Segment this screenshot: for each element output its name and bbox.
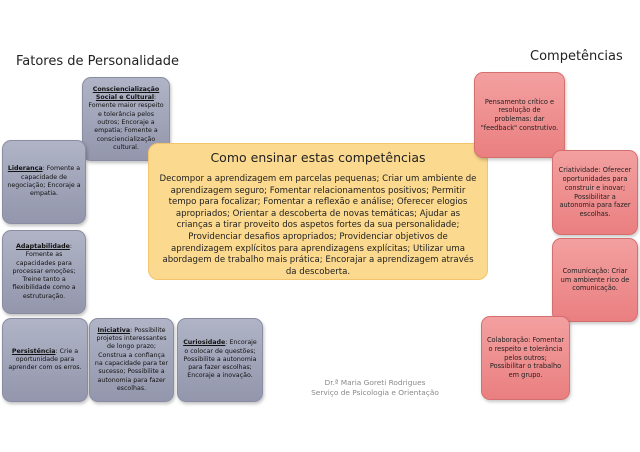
- credit-department: Serviço de Psicologia e Orientação: [311, 388, 439, 398]
- credit-author: Dr.ª Maria Goreti Rodrigues: [324, 378, 426, 387]
- box-colaboracao: [481, 316, 570, 400]
- box-iniciativa: [89, 318, 174, 402]
- center-title: Como ensinar estas competências: [210, 150, 426, 165]
- center-text: Decompor a aprendizagem em parcelas pequenas; Criar um ambiente de aprendizagem seguro; Fomentar relacionamentos positivos; Permitir tempo para focalizar; Fomentar a reflexão e análise; Oferecer elogios apropriados; Orientar a descoberta de novas temáticas; Ajudar as crianças a tirar proveito dos aspetos fortes da sua personalidade; Providenciar desafios apropriados; Providenciar objetivos de aprendizagem explícitos para aprendizagens explícitas; Utilizar uma abordagem de trabalho mais prática; Encorajar a aprendizagem através da descoberta.: [159, 174, 477, 277]
- box-comunicacao: [552, 238, 638, 322]
- lideranca-text: : Fomente a capacidade de negociação; Encoraje a empatia.: [7, 165, 81, 198]
- box-lideranca: [2, 140, 86, 224]
- center-box: [148, 143, 488, 280]
- criatividade-text: Criatividade: Oferecer oportunidades para construir e inovar; Possibilitar a autonomia para fazer escolhas.: [558, 166, 632, 218]
- heading-fatores-personalidade: Fatores de Personalidade: [16, 54, 179, 69]
- curiosidade-title: Curiosidade: [183, 339, 226, 347]
- colaboracao-text: Colaboração: Fomentar o respeito e tolerância pelos outros; Possibilitar o trabalho em grupo.: [486, 336, 565, 380]
- box-curiosidade: [177, 318, 263, 402]
- pensamento-text: Pensamento crítico e resolução de problemas: dar "feedback" construtivo.: [480, 97, 559, 132]
- persistencia-title: Persistência: [11, 347, 56, 355]
- consciencializacao-title: Consciencialização Social e Cultural: [92, 85, 160, 102]
- credit: [300, 378, 450, 399]
- box-persistencia: [2, 318, 88, 402]
- curiosidade-text: : Encoraje o colocar de questões; Possibilite a autonomia para fazer escolhas; Encoraje a inovação.: [183, 339, 257, 380]
- adaptabilidade-title: Adaptabilidade: [15, 242, 70, 250]
- comunicacao-text: Comunicação: Criar um ambiente rico de comunicação.: [560, 266, 630, 293]
- iniciativa-text: : Possibilite projetos interessantes de longo prazo; Construa a confiança na capacidade para ter sucesso; Possibilite a autonomia para fazer escolhas.: [94, 326, 169, 392]
- box-pensamento-critico: [474, 72, 565, 158]
- box-adaptabilidade: [2, 230, 86, 314]
- consciencializacao-text: : Fomente maior respeito e tolerância pelos outros; Encoraje a empatia; Fomente a consciencialização cultural.: [88, 94, 164, 151]
- adaptabilidade-text: : Fomente as capacidades para processar emoções; Treine tanto a flexibilidade como a estruturação.: [12, 242, 76, 300]
- persistencia-text: : Crie a oportunidade para aprender com os erros.: [8, 347, 82, 372]
- heading-competencias: Competências: [530, 49, 623, 64]
- box-criatividade: [552, 150, 638, 235]
- iniciativa-title: Iniciativa: [97, 326, 131, 334]
- lideranca-title: Liderança: [7, 165, 43, 173]
